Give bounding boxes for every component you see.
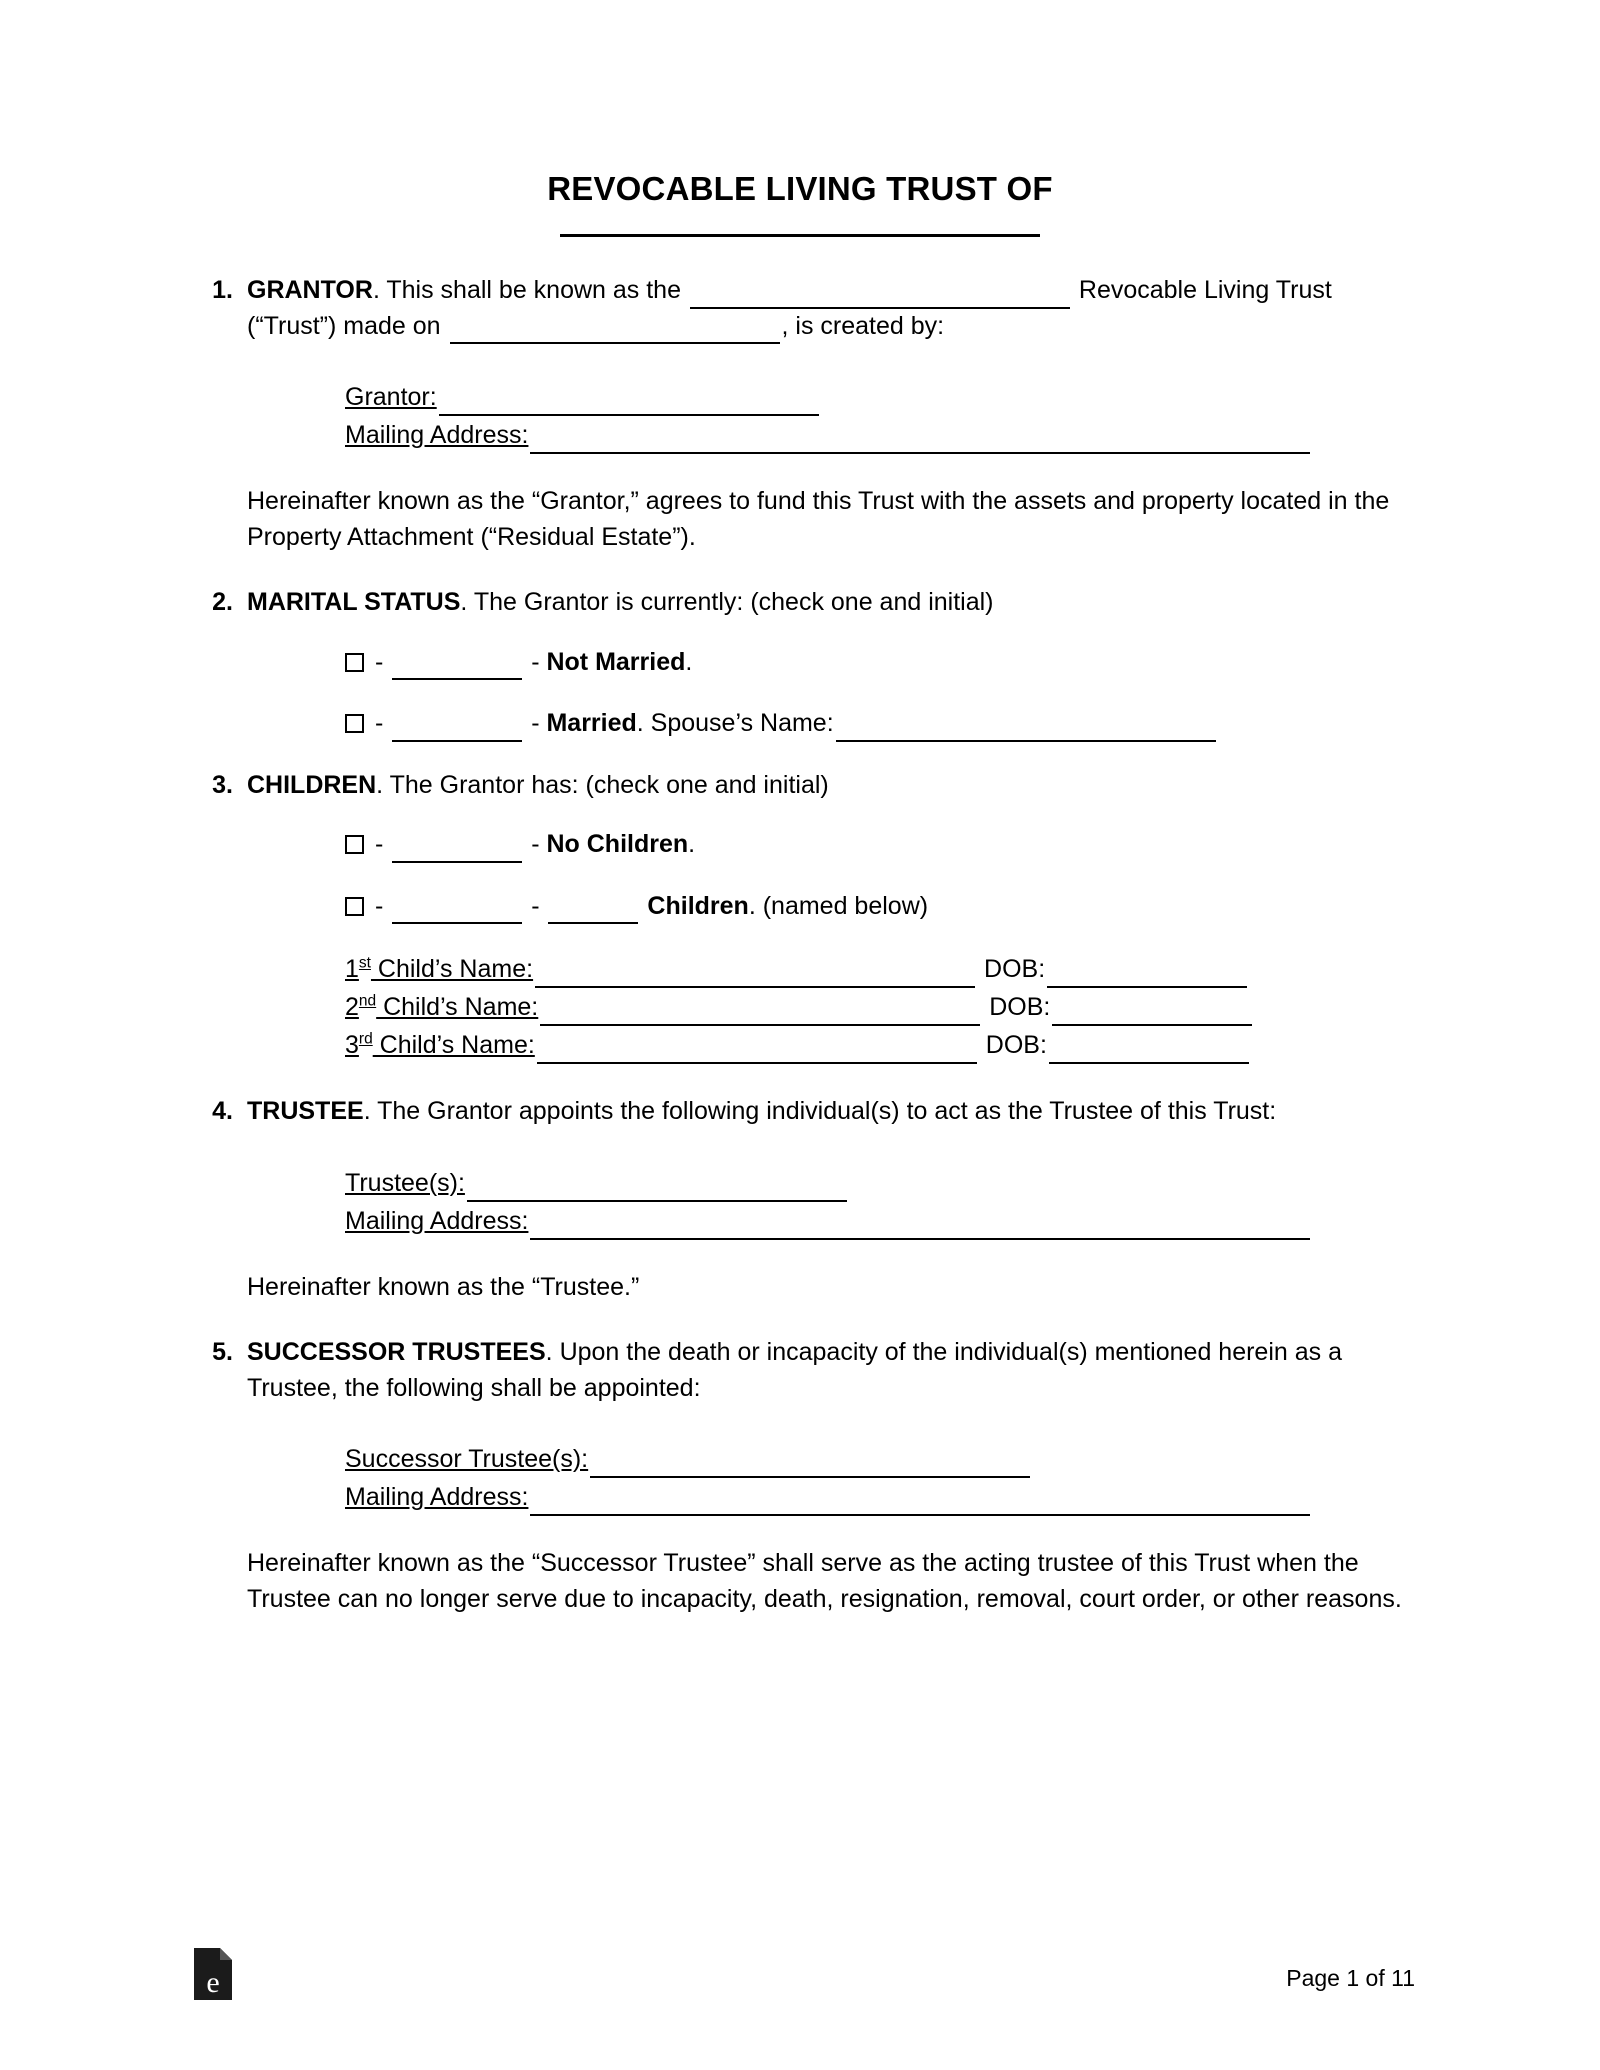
- trust-name-blank: [185, 218, 1415, 237]
- checkbox-has-children[interactable]: [345, 897, 364, 916]
- section-5-closing: Hereinafter known as the “Successor Trustee” shall serve as the acting trustee of this Trust when the Trustee can no longer serve due to incapacity, death, resignation, removal, court order, or other reasons.: [247, 1549, 1402, 1613]
- section-2-heading: MARITAL STATUS: [247, 588, 461, 616]
- section-4-closing: Hereinafter known as the “Trustee.”: [247, 1272, 640, 1301]
- section-4-text-a: . The Grantor appoints the following individual(s) to act as the Trustee of this Trust:: [363, 1097, 1277, 1125]
- child-row-1: [345, 950, 1415, 988]
- successor-trustee-address-input[interactable]: [530, 1494, 1310, 1516]
- option-married-dash-1: -: [374, 709, 384, 737]
- successor-trustee-address-label: Mailing Address:: [345, 1483, 529, 1511]
- option-married-dash-2: -: [531, 709, 540, 737]
- child-2-dob-input[interactable]: [1052, 1004, 1252, 1026]
- svg-text:e: e: [206, 1966, 220, 1999]
- section-1-text-c: , is created by:: [781, 311, 945, 340]
- option-no-children-label: No Children: [546, 830, 689, 858]
- trust-name-input[interactable]: [690, 287, 1070, 309]
- grantor-address-label: Mailing Address:: [345, 421, 529, 449]
- option-has-children-dash-2: -: [531, 891, 540, 920]
- option-not-married-dash-2: -: [531, 647, 540, 676]
- option-married: [345, 706, 1415, 742]
- child-3-label: Child’s Name:: [372, 1031, 535, 1059]
- child-row-3: [345, 1026, 1415, 1064]
- section-3-text-a: . The Grantor has: (check one and initial): [376, 770, 829, 799]
- grantor-label: Grantor:: [345, 383, 437, 411]
- section-3-body: [247, 768, 1415, 804]
- successor-trustee-name-row: [345, 1440, 1415, 1478]
- section-5-body: [247, 1335, 1415, 1406]
- trustee-address-row: [345, 1202, 1415, 1240]
- option-married-post: . Spouse’s Name:: [636, 709, 834, 737]
- section-2-text-a: . The Grantor is currently: (check one and initial): [460, 588, 994, 616]
- children-count-input[interactable]: [548, 902, 638, 924]
- section-4-trustee: [185, 1094, 1415, 1130]
- grantor-name-input[interactable]: [439, 394, 819, 416]
- option-married-label: Married: [546, 709, 637, 737]
- child-3-ordinal: 3: [345, 1031, 359, 1059]
- checkbox-not-married[interactable]: [345, 653, 364, 672]
- section-3-heading: CHILDREN: [247, 770, 377, 799]
- page-number: Page 1 of 11: [1286, 1965, 1415, 1991]
- child-2-ordinal-suffix: nd: [358, 992, 377, 1010]
- section-1-grantor: [185, 273, 1415, 344]
- section-4-number: 4.: [212, 1097, 233, 1125]
- child-1-dob-input[interactable]: [1047, 966, 1247, 988]
- trustee-name-input[interactable]: [467, 1180, 847, 1202]
- section-1-body: [247, 273, 1415, 344]
- initial-no-children-input[interactable]: [392, 841, 522, 863]
- section-1-text-b: Revocable Living Trust (“Trust”) made on: [247, 276, 1332, 340]
- section-4-heading: TRUSTEE: [247, 1097, 364, 1125]
- child-3-dob-label: DOB:: [985, 1031, 1047, 1059]
- child-row-2: [345, 988, 1415, 1026]
- section-5-text-a: . Upon the death or incapacity of the individual(s) mentioned herein as a Trustee, the following shall be appointed:: [247, 1338, 1342, 1402]
- checkbox-married[interactable]: [345, 714, 364, 733]
- option-has-children: [345, 889, 1415, 925]
- child-2-label: Child’s Name:: [376, 993, 539, 1021]
- child-3-ordinal-suffix: rd: [358, 1030, 373, 1048]
- initial-married-input[interactable]: [392, 720, 522, 742]
- page-title: REVOCABLE LIVING TRUST OF: [547, 170, 1053, 207]
- successor-trustee-name-input[interactable]: [590, 1456, 1030, 1478]
- section-5-successor-trustees: [185, 1335, 1415, 1406]
- section-3-children: [185, 768, 1415, 804]
- grantor-name-row: [345, 378, 1415, 416]
- spouse-name-input[interactable]: [836, 720, 1216, 742]
- section-4-body: [247, 1094, 1415, 1130]
- option-not-married-dash-1: -: [374, 647, 384, 676]
- child-3-dob-input[interactable]: [1049, 1042, 1249, 1064]
- option-not-married-post: .: [685, 647, 693, 676]
- section-3-number: 3.: [212, 770, 233, 799]
- section-5-number: 5.: [212, 1338, 233, 1366]
- option-no-children-dash-2: -: [531, 830, 540, 858]
- section-2-marital-status: [185, 585, 1415, 621]
- section-2-number: 2.: [212, 588, 233, 616]
- checkbox-no-children[interactable]: [345, 835, 364, 854]
- grantor-address-input[interactable]: [530, 432, 1310, 454]
- child-2-name-input[interactable]: [540, 1004, 980, 1026]
- child-1-label: Child’s Name:: [370, 955, 534, 983]
- section-1-closing: Hereinafter known as the “Grantor,” agrees to fund this Trust with the assets and property located in the Property Attachment (“Residual Estate”).: [247, 487, 1390, 551]
- child-1-name-input[interactable]: [535, 966, 975, 988]
- child-1-dob-label: DOB:: [984, 955, 1046, 983]
- successor-trustee-address-row: [345, 1478, 1415, 1516]
- initial-has-children-input[interactable]: [392, 902, 522, 924]
- option-not-married-label: Not Married: [546, 647, 686, 676]
- initial-not-married-input[interactable]: [392, 658, 522, 680]
- child-2-ordinal: 2: [345, 993, 359, 1021]
- section-1-text-a: . This shall be known as the: [372, 276, 688, 304]
- section-2-body: [247, 585, 1415, 621]
- trustee-address-label: Mailing Address:: [345, 1206, 529, 1235]
- section-1-number: 1.: [212, 276, 233, 304]
- grantor-address-row: [345, 416, 1415, 454]
- option-no-children-post: .: [688, 830, 696, 858]
- option-has-children-post: . (named below): [748, 891, 929, 920]
- trust-name-fill-line: [560, 218, 1040, 237]
- section-5-heading: SUCCESSOR TRUSTEES: [247, 1338, 546, 1366]
- option-has-children-dash-1: -: [374, 891, 384, 920]
- trustee-name-row: [345, 1164, 1415, 1202]
- section-1-heading: GRANTOR: [247, 276, 373, 304]
- option-no-children-dash-1: -: [374, 830, 384, 858]
- successor-trustee-label: Successor Trustee(s):: [345, 1445, 589, 1473]
- trustee-address-input[interactable]: [530, 1218, 1310, 1240]
- eforms-logo-icon: [190, 1946, 236, 2002]
- option-not-married: [345, 645, 1415, 681]
- child-1-ordinal: 1: [345, 955, 359, 983]
- trustee-label: Trustee(s):: [345, 1168, 465, 1197]
- option-no-children: [345, 827, 1415, 863]
- child-1-ordinal-suffix: st: [358, 954, 371, 972]
- child-3-name-input[interactable]: [537, 1042, 977, 1064]
- option-has-children-label: Children: [647, 891, 749, 920]
- trust-date-input[interactable]: [450, 322, 780, 344]
- child-2-dob-label: DOB:: [989, 993, 1051, 1021]
